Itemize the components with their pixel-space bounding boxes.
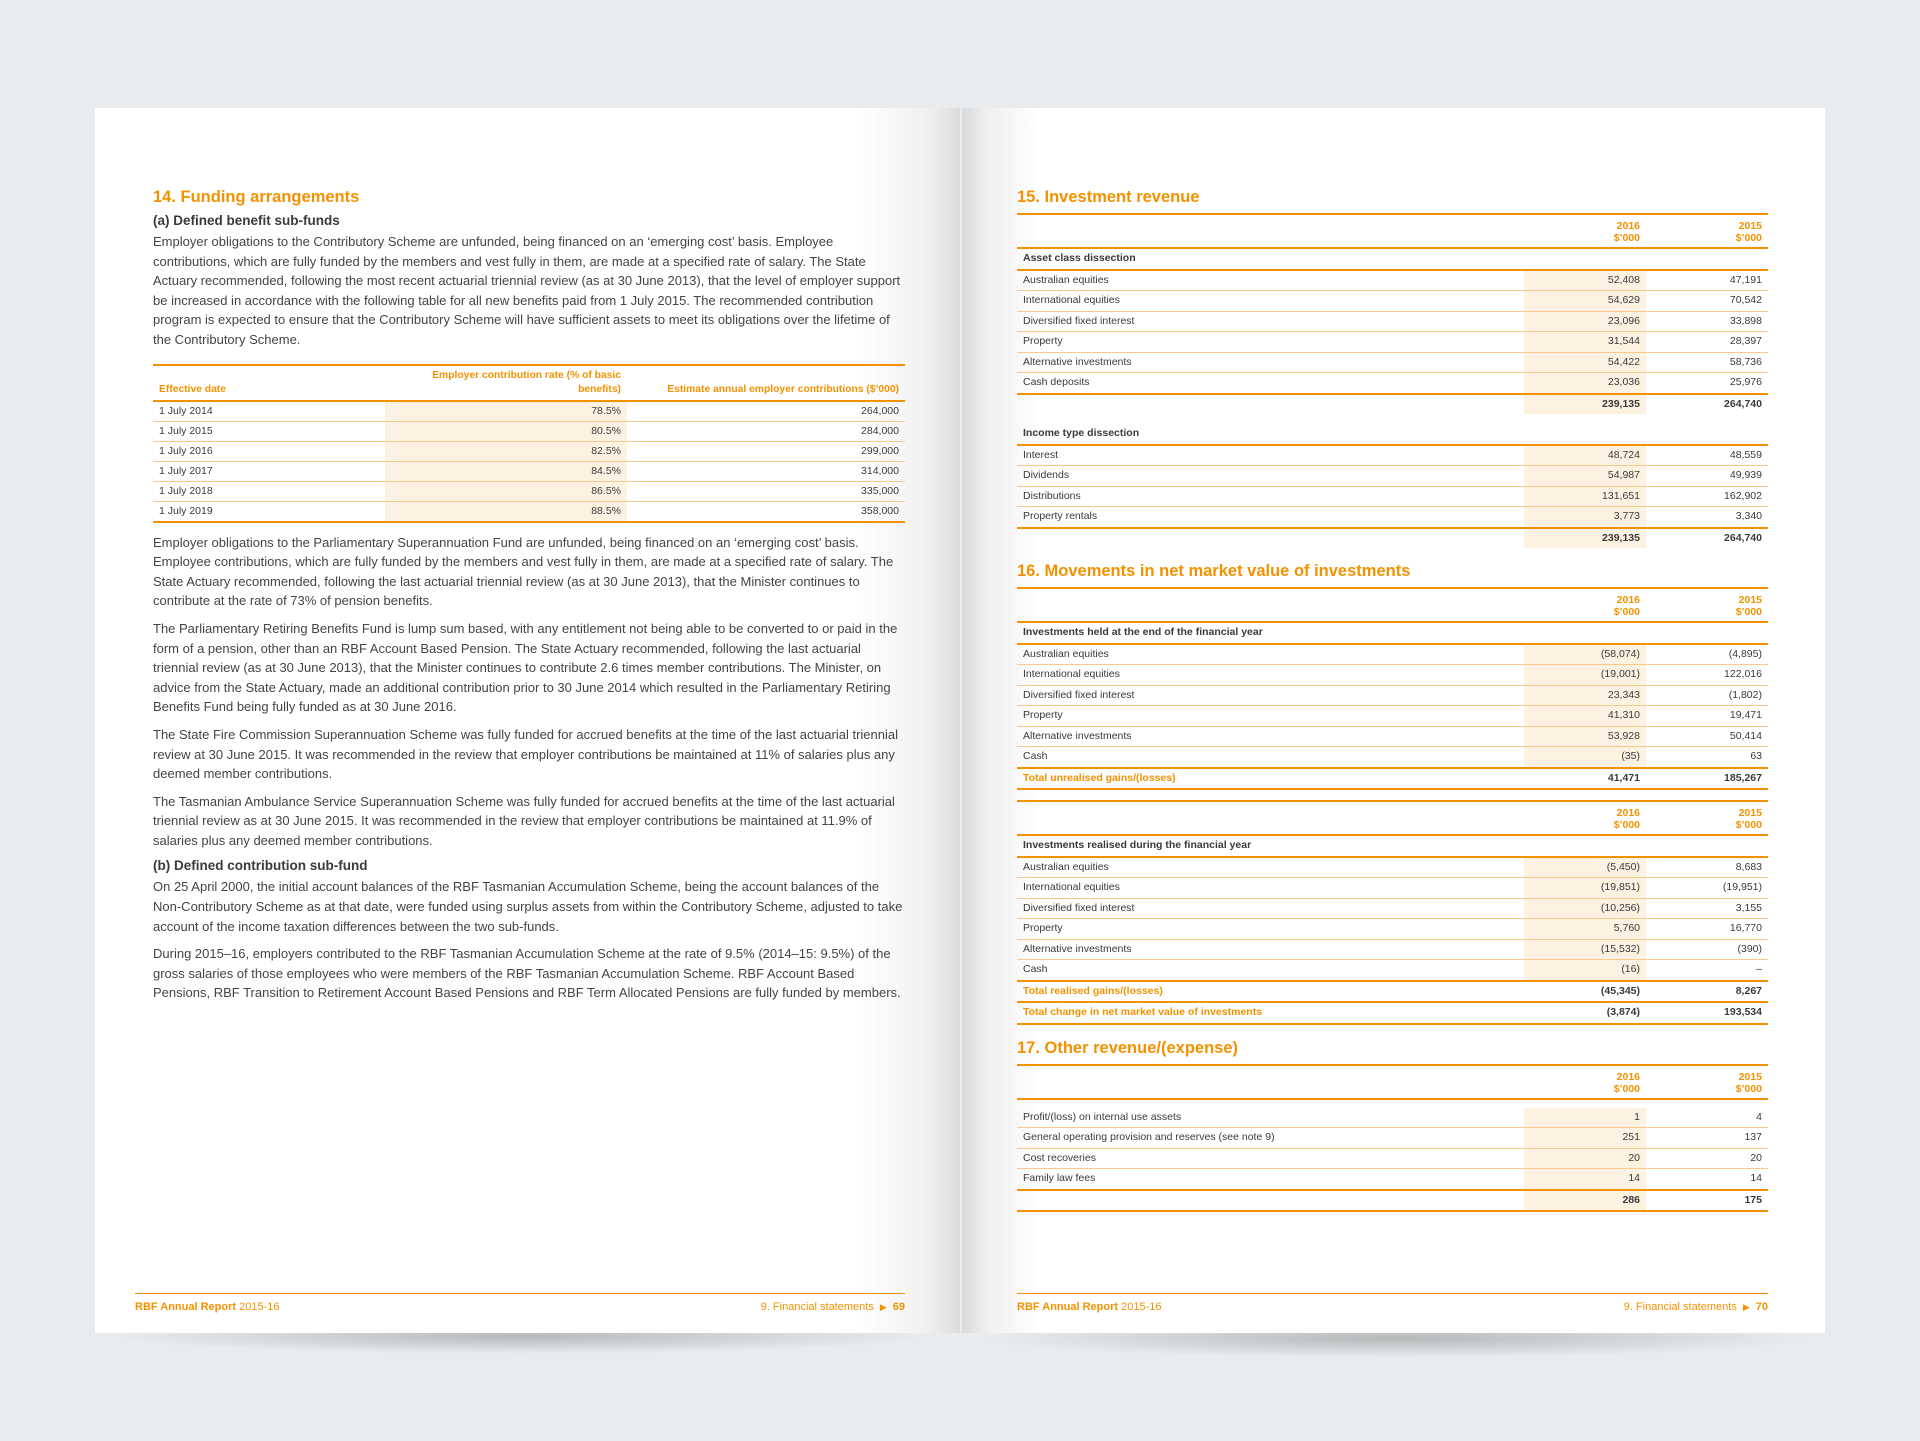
unit-label: $’000 xyxy=(1613,606,1640,618)
column-header-row xyxy=(1017,1065,1768,1099)
section-title-row xyxy=(1017,835,1768,857)
empty-cell xyxy=(1646,424,1768,445)
total-2016: (45,345) xyxy=(1524,981,1646,1003)
spacer-cell xyxy=(1524,789,1646,801)
cell-effective-date: 1 July 2014 xyxy=(153,401,385,422)
total-label: Total unrealised gains/(losses) xyxy=(1017,768,1524,790)
value-2015: 58,736 xyxy=(1646,352,1768,373)
value-2016: (16) xyxy=(1524,960,1646,981)
table-row xyxy=(1017,1169,1768,1190)
investment-revenue-table xyxy=(1017,213,1768,548)
cell-effective-date: 1 July 2018 xyxy=(153,481,385,501)
total-2016: 41,471 xyxy=(1524,768,1646,790)
triangle-right-icon: ▶ xyxy=(1742,1302,1750,1312)
row-label: Diversified fixed interest xyxy=(1017,685,1524,706)
cell-annual-contribution: 335,000 xyxy=(627,481,905,501)
value-2016: 41,310 xyxy=(1524,706,1646,727)
paragraph: The Parliamentary Retiring Benefits Fund is lump sum based, with any entitlement not being able to be converted to or paid in the form of a pension, other than an RBF Account Based Pension. The State Actuary recommended, following the last actuarial triennial review (as at 30 June 2013), that the Minister continues to contribute 2.6 times member contributions. The Minister, on advice from the State Actuary, made an additional contribution prior to 30 June 2014 which resulted in the Parliamentary Retiring Benefits Fund being fully funded as at 30 June 2016. xyxy=(153,620,898,715)
heading-funding-arrangements: 14. Funding arrangements xyxy=(153,188,360,206)
column-header-2015 xyxy=(1646,214,1768,248)
value-2016: 23,096 xyxy=(1524,311,1646,332)
spacer-cell xyxy=(1646,789,1768,801)
table-row xyxy=(153,441,905,461)
table-row xyxy=(1017,507,1768,528)
year-label: 2016 xyxy=(1616,1070,1640,1083)
section-title: Asset class dissection xyxy=(1017,248,1524,270)
value-2016: 54,629 xyxy=(1524,291,1646,312)
footer-year: 2015-16 xyxy=(1121,1301,1162,1313)
total-2015: 264,740 xyxy=(1646,528,1768,549)
value-2016: 23,036 xyxy=(1524,373,1646,394)
cell-contribution-rate: 78.5% xyxy=(385,401,627,422)
table-row xyxy=(1017,939,1768,960)
total-2016: 239,135 xyxy=(1524,394,1646,415)
row-label: Interest xyxy=(1017,445,1524,466)
section-title: Investments held at the end of the financial year xyxy=(1017,622,1524,644)
page-footer xyxy=(135,1293,905,1313)
value-2015: 33,898 xyxy=(1646,311,1768,332)
table-row xyxy=(1017,919,1768,940)
value-2015: 3,340 xyxy=(1646,507,1768,528)
cell-effective-date: 1 July 2017 xyxy=(153,461,385,481)
footer-title: RBF Annual Report xyxy=(1017,1301,1119,1313)
row-label: Cash xyxy=(1017,747,1524,768)
table-row xyxy=(1017,644,1768,665)
value-2016: (5,450) xyxy=(1524,857,1646,878)
table-row xyxy=(1017,1108,1768,1128)
cell-annual-contribution: 284,000 xyxy=(627,421,905,441)
value-2015: 14 xyxy=(1646,1169,1768,1190)
column-header-row xyxy=(1017,588,1768,622)
heading-other-revenue: 17. Other revenue/(expense) xyxy=(1017,1038,1239,1057)
total-row xyxy=(1017,394,1768,415)
footer-year: 2015-16 xyxy=(239,1301,280,1313)
table-row xyxy=(153,401,905,422)
total-label xyxy=(1017,528,1524,549)
cell-contribution-rate: 86.5% xyxy=(385,481,627,501)
total-row xyxy=(1017,981,1768,1003)
cell-annual-contribution: 264,000 xyxy=(627,401,905,422)
total-2015: 175 xyxy=(1646,1190,1768,1212)
value-2016: 251 xyxy=(1524,1128,1646,1149)
row-label: Australian equities xyxy=(1017,270,1524,291)
row-label: International equities xyxy=(1017,665,1524,686)
total-row xyxy=(1017,768,1768,790)
value-2016: (19,851) xyxy=(1524,878,1646,899)
page-footer xyxy=(1017,1293,1768,1313)
paragraph: On 25 April 2000, the initial account balances of the RBF Tasmanian Accumulation Scheme, being the account balances of the Non-Contributory Scheme as at that date, were funded using surplus assets from within the Contributory Scheme, adjusted to take account of the income taxation differences between the two sub-funds. xyxy=(153,879,903,934)
row-label: Property rentals xyxy=(1017,507,1524,528)
footer-title: RBF Annual Report xyxy=(135,1301,237,1313)
value-2016: 20 xyxy=(1524,1148,1646,1169)
value-2016: (58,074) xyxy=(1524,644,1646,665)
subheading-defined-contribution: (b) Defined contribution sub-fund xyxy=(153,858,368,874)
value-2015: 28,397 xyxy=(1646,332,1768,353)
value-2015: (1,802) xyxy=(1646,685,1768,706)
table-row xyxy=(1017,665,1768,686)
table-row xyxy=(1017,685,1768,706)
footer-brand xyxy=(135,1301,279,1313)
table-row xyxy=(1017,445,1768,466)
unit-label: $’000 xyxy=(1735,232,1762,244)
cell-contribution-rate: 84.5% xyxy=(385,461,627,481)
section-title: Income type dissection xyxy=(1017,424,1524,445)
empty-cell xyxy=(1524,248,1646,270)
value-2015: 3,155 xyxy=(1646,898,1768,919)
value-2015: (390) xyxy=(1646,939,1768,960)
row-label: Australian equities xyxy=(1017,857,1524,878)
book-spread xyxy=(95,108,1825,1333)
spacer-row xyxy=(1017,1099,1768,1108)
row-label: Profit/(loss) on internal use assets xyxy=(1017,1108,1524,1128)
unit-label: $’000 xyxy=(1613,232,1640,244)
column-header-2015 xyxy=(1646,801,1768,835)
row-label: Alternative investments xyxy=(1017,939,1524,960)
table-row xyxy=(1017,706,1768,727)
spacer-cell xyxy=(1017,789,1524,801)
value-2015: 4 xyxy=(1646,1108,1768,1128)
cell-contribution-rate: 88.5% xyxy=(385,501,627,522)
section-title-row xyxy=(1017,248,1768,270)
year-label: 2015 xyxy=(1738,220,1762,232)
row-label: Alternative investments xyxy=(1017,726,1524,747)
table-row xyxy=(153,461,905,481)
table-row xyxy=(1017,373,1768,394)
total-2016: 286 xyxy=(1524,1190,1646,1212)
value-2015: – xyxy=(1646,960,1768,981)
footer-section xyxy=(1624,1301,1768,1313)
row-label: Distributions xyxy=(1017,486,1524,507)
heading-movements-net-market-value: 16. Movements in net market value of investments xyxy=(1017,562,1411,580)
value-2015: 47,191 xyxy=(1646,270,1768,291)
cell-effective-date: 1 July 2016 xyxy=(153,441,385,461)
table-row xyxy=(1017,1128,1768,1149)
value-2015: 25,976 xyxy=(1646,373,1768,394)
section-title: Investments realised during the financial year xyxy=(1017,835,1524,857)
header-spacer xyxy=(1017,801,1524,835)
value-2015: 70,542 xyxy=(1646,291,1768,312)
empty-cell xyxy=(1524,424,1646,445)
value-2015: 50,414 xyxy=(1646,726,1768,747)
table-row xyxy=(1017,466,1768,487)
heading-investment-revenue: 15. Investment revenue xyxy=(1017,188,1200,206)
unit-label: $’000 xyxy=(1735,819,1762,831)
value-2015: 137 xyxy=(1646,1128,1768,1149)
subheading-defined-benefit: (a) Defined benefit sub-funds xyxy=(153,213,340,228)
year-label: 2016 xyxy=(1616,594,1640,606)
cell-effective-date: 1 July 2019 xyxy=(153,501,385,522)
footer-section-label: 9. Financial statements xyxy=(760,1301,874,1313)
col-effective-date: Effective date xyxy=(153,365,385,401)
total-row xyxy=(1017,1190,1768,1212)
value-2015: (19,951) xyxy=(1646,878,1768,899)
value-2016: (15,532) xyxy=(1524,939,1646,960)
table-row xyxy=(1017,726,1768,747)
left-page xyxy=(95,108,960,1333)
total-label: Total realised gains/(losses) xyxy=(1017,981,1524,1003)
total-2015: 193,534 xyxy=(1646,1002,1768,1024)
row-label: International equities xyxy=(1017,878,1524,899)
spacer-cell xyxy=(1646,414,1768,424)
value-2016: 54,422 xyxy=(1524,352,1646,373)
row-label: Diversified fixed interest xyxy=(1017,311,1524,332)
value-2015: (4,895) xyxy=(1646,644,1768,665)
column-header-2016 xyxy=(1524,1065,1646,1099)
total-2015: 264,740 xyxy=(1646,394,1768,415)
column-header-2015 xyxy=(1646,1065,1768,1099)
empty-cell xyxy=(1646,248,1768,270)
total-label xyxy=(1017,1190,1524,1212)
row-label: Cash deposits xyxy=(1017,373,1524,394)
footer-brand xyxy=(1017,1301,1161,1313)
value-2016: (19,001) xyxy=(1524,665,1646,686)
value-2016: 14 xyxy=(1524,1169,1646,1190)
cell-annual-contribution: 314,000 xyxy=(627,461,905,481)
total-2016: (3,874) xyxy=(1524,1002,1646,1024)
table-row xyxy=(1017,747,1768,768)
value-2015: 20 xyxy=(1646,1148,1768,1169)
cell-effective-date: 1 July 2015 xyxy=(153,421,385,441)
value-2015: 162,902 xyxy=(1646,486,1768,507)
row-label: Property xyxy=(1017,706,1524,727)
column-header-row xyxy=(1017,214,1768,248)
total-2015: 185,267 xyxy=(1646,768,1768,790)
value-2016: 31,544 xyxy=(1524,332,1646,353)
col-contribution-rate: Employer contribution rate (% of basic benefits) xyxy=(385,365,627,401)
value-2016: 5,760 xyxy=(1524,919,1646,940)
value-2016: 52,408 xyxy=(1524,270,1646,291)
unit-label: $’000 xyxy=(1613,819,1640,831)
movements-table xyxy=(1017,587,1768,1025)
value-2016: 3,773 xyxy=(1524,507,1646,528)
header-spacer xyxy=(1017,588,1524,622)
row-label: General operating provision and reserves (see note 9) xyxy=(1017,1128,1524,1149)
table-row xyxy=(1017,352,1768,373)
page-number: 70 xyxy=(1755,1301,1768,1313)
row-label: Dividends xyxy=(1017,466,1524,487)
left-content xyxy=(153,188,905,1011)
column-header-2016 xyxy=(1524,801,1646,835)
value-2015: 63 xyxy=(1646,747,1768,768)
row-label: Alternative investments xyxy=(1017,352,1524,373)
unit-label: $’000 xyxy=(1735,1082,1762,1095)
value-2015: 8,683 xyxy=(1646,857,1768,878)
page-number: 69 xyxy=(892,1301,905,1313)
row-label: Cost recoveries xyxy=(1017,1148,1524,1169)
table-row xyxy=(1017,311,1768,332)
row-label: International equities xyxy=(1017,291,1524,312)
paragraph: The State Fire Commission Superannuation Scheme was fully funded for accrued benefits at the time of the last actuarial triennial review at 30 June 2015. It was recommended in the review that employer contributions be maintained at 11% of salaries plus any deemed member contributions. xyxy=(153,726,898,782)
year-label: 2016 xyxy=(1616,807,1640,819)
right-page xyxy=(962,108,1825,1333)
table-row xyxy=(1017,291,1768,312)
spacer-cell xyxy=(1646,1099,1768,1108)
empty-cell xyxy=(1524,622,1646,644)
value-2015: 16,770 xyxy=(1646,919,1768,940)
table-row xyxy=(1017,857,1768,878)
value-2016: 48,724 xyxy=(1524,445,1646,466)
table-row xyxy=(153,501,905,522)
value-2015: 122,016 xyxy=(1646,665,1768,686)
value-2016: 54,987 xyxy=(1524,466,1646,487)
table-row xyxy=(1017,270,1768,291)
row-label: Family law fees xyxy=(1017,1169,1524,1190)
paragraph: During 2015–16, employers contributed to the RBF Tasmanian Accumulation Scheme at the rate of 9.5% (2014–15: 9.5%) of the gross salaries of those employees who were members of the RBF Tasmanian Accumulation Scheme. RBF Account Based Pensions, RBF Transition to Retirement Account Based Pensions and RBF Term Allocated Pensions are fully funded by members. xyxy=(153,946,901,1001)
table-row xyxy=(1017,1148,1768,1169)
spacer-cell xyxy=(1524,1099,1646,1108)
total-label: Total change in net market value of investments xyxy=(1017,1002,1524,1024)
year-label: 2015 xyxy=(1738,594,1762,606)
header-spacer xyxy=(1017,214,1524,248)
total-label xyxy=(1017,394,1524,415)
table-row xyxy=(1017,878,1768,899)
empty-cell xyxy=(1646,622,1768,644)
footer-section xyxy=(761,1301,905,1313)
cell-annual-contribution: 358,000 xyxy=(627,501,905,522)
value-2015: 19,471 xyxy=(1646,706,1768,727)
spacer-cell xyxy=(1524,414,1646,424)
year-label: 2015 xyxy=(1738,1070,1762,1083)
empty-cell xyxy=(1524,835,1646,857)
column-header-2015 xyxy=(1646,588,1768,622)
column-header-2016 xyxy=(1524,588,1646,622)
unit-label: $’000 xyxy=(1735,606,1762,618)
table-row xyxy=(1017,332,1768,353)
value-2016: 23,343 xyxy=(1524,685,1646,706)
value-2016: (35) xyxy=(1524,747,1646,768)
value-2016: (10,256) xyxy=(1524,898,1646,919)
value-2016: 53,928 xyxy=(1524,726,1646,747)
total-2016: 239,135 xyxy=(1524,528,1646,549)
table-row xyxy=(1017,486,1768,507)
spacer-cell xyxy=(1017,1099,1524,1108)
value-2015: 48,559 xyxy=(1646,445,1768,466)
value-2016: 1 xyxy=(1524,1108,1646,1128)
spacer-row xyxy=(1017,789,1768,801)
section-title-row xyxy=(1017,622,1768,644)
table-row xyxy=(153,421,905,441)
cell-contribution-rate: 80.5% xyxy=(385,421,627,441)
row-label: Property xyxy=(1017,919,1524,940)
empty-cell xyxy=(1646,835,1768,857)
year-label: 2016 xyxy=(1616,220,1640,232)
column-header-2016 xyxy=(1524,214,1646,248)
header-spacer xyxy=(1017,1065,1524,1099)
row-label: Property xyxy=(1017,332,1524,353)
footer-section-label: 9. Financial statements xyxy=(1623,1301,1737,1313)
triangle-right-icon: ▶ xyxy=(879,1302,887,1312)
total-row xyxy=(1017,1002,1768,1024)
section-title-row xyxy=(1017,424,1768,445)
value-2015: 49,939 xyxy=(1646,466,1768,487)
column-header-row xyxy=(1017,801,1768,835)
row-label: Australian equities xyxy=(1017,644,1524,665)
total-row xyxy=(1017,528,1768,549)
paragraph: Employer obligations to the Parliamentary Superannuation Fund are unfunded, being financed on an ‘emerging cost’ basis. Employee contributions, which are fully funded by the members and vest fully in them, are made at a specified rate of salary. The State Actuary recommended, following the last actuarial triennial review (as at 30 June 2013), that the Minister continues to contribute at the rate of 73% of pension benefits. xyxy=(153,534,894,609)
paragraph: Employer obligations to the Contributory Scheme are unfunded, being financed on an ‘emerging cost’ basis. Employee contributions, which are fully funded by the members and vest fully in them, are made at a specified rate of salary. The State Actuary recommended, following the most recent actuarial triennial review (as at 30 June 2013), that the level of employer support be increased in accordance with the following table for all new benefits paid from 1 July 2015. The recommended contribution program is expected to ensure that the Contributory Scheme will have sufficient assets to meet its obligations over the lifetime of the Contributory Scheme. xyxy=(153,234,901,347)
right-content xyxy=(1017,188,1768,1212)
funding-table xyxy=(153,364,905,523)
spacer-cell xyxy=(1017,414,1524,424)
value-2016: 131,651 xyxy=(1524,486,1646,507)
table-row xyxy=(1017,898,1768,919)
table-row xyxy=(153,481,905,501)
cell-annual-contribution: 299,000 xyxy=(627,441,905,461)
row-label: Diversified fixed interest xyxy=(1017,898,1524,919)
paragraph: The Tasmanian Ambulance Service Superannuation Scheme was fully funded for accrued benefits at the time of the last actuarial triennial review as at 30 June 2015. It was recommended in the review that employer contributions be maintained at 11.9% of salaries plus any deemed member contributions. xyxy=(153,793,895,848)
total-2015: 8,267 xyxy=(1646,981,1768,1003)
col-annual-contributions: Estimate annual employer contributions ($’000) xyxy=(627,365,905,401)
unit-label: $’000 xyxy=(1613,1082,1640,1095)
cell-contribution-rate: 82.5% xyxy=(385,441,627,461)
row-label: Cash xyxy=(1017,960,1524,981)
table-row xyxy=(1017,960,1768,981)
spacer-row xyxy=(1017,414,1768,424)
year-label: 2015 xyxy=(1738,807,1762,819)
other-revenue-table xyxy=(1017,1064,1768,1213)
